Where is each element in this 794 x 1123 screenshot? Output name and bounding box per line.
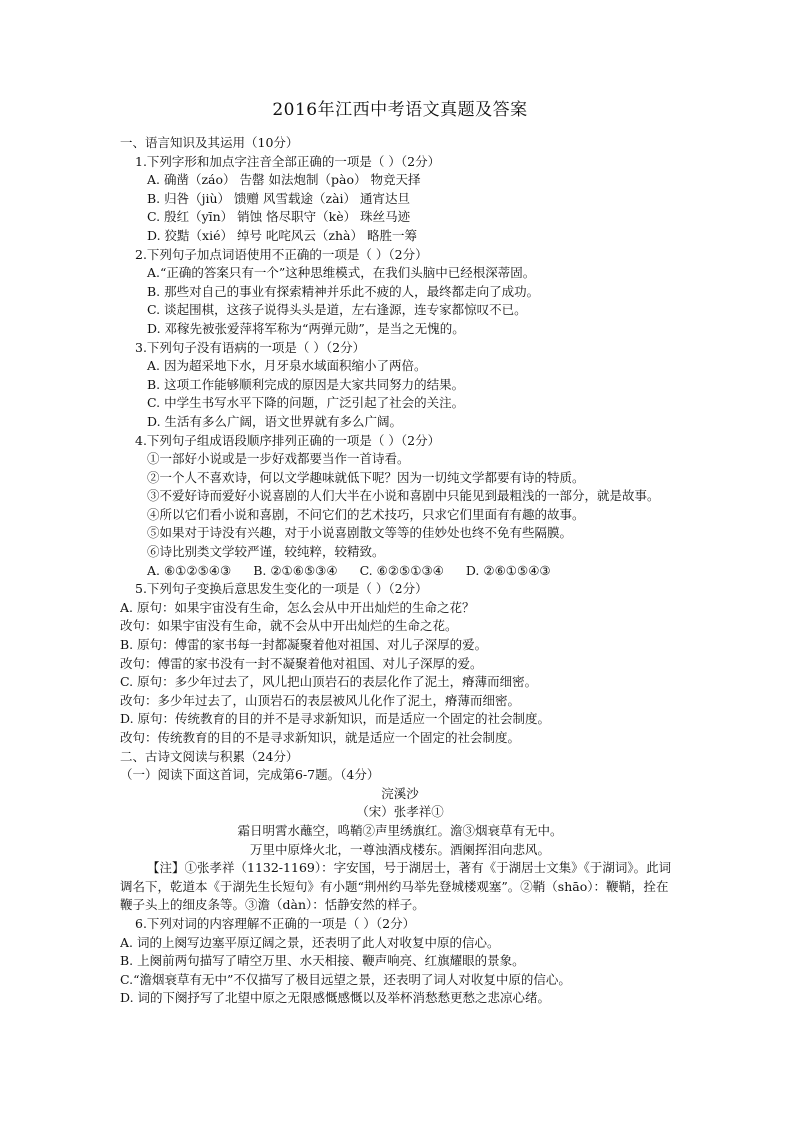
q6-option-b: B. 上阕前两句描写了晴空万里、水天相接、鞭声响亮、红旗耀眼的景象。 bbox=[120, 953, 525, 969]
q3-option-d: D. 生活有多么广阔，语文世界就有多么广阔。 bbox=[147, 413, 403, 429]
q1-option-c: C. 殷红（yīn） 销蚀 恪尽职守（kè） 珠丝马迹 bbox=[147, 209, 411, 225]
q5-a-revised: 改句：如果宇宙没有生命，就不会从中开出灿烂的生命之花。 bbox=[120, 618, 458, 634]
q4-sentence-2: ②一个人不喜欢诗，何以文学趣味就低下呢？因为一切纯文学都要有诗的特质。 bbox=[147, 469, 585, 485]
q3-option-a: A. 因为超采地下水，月牙泉水域面积缩小了两倍。 bbox=[147, 358, 427, 374]
q5-d-revised: 改句：传统教育的目的不是寻求新知识，就是适应一个固定的社会制度。 bbox=[120, 730, 521, 745]
section-heading-1: 一、语言知识及其运用（10分） bbox=[120, 135, 299, 150]
q5-a-original: A. 原句：如果宇宙没有生命，怎么会从中开出灿烂的生命之花？ bbox=[120, 599, 475, 615]
q4-sentence-6: ⑥诗比别类文学较严谨，较纯粹，较精致。 bbox=[147, 544, 385, 560]
page-title: 2016年江西中考语文真题及答案 bbox=[272, 100, 528, 120]
q2-option-d: D. 邓稼先被张爱萍将军称为“两弹元勋”，是当之无愧的。 bbox=[147, 320, 465, 336]
q4-option-b: B. ②①⑥⑤③④ bbox=[253, 562, 338, 578]
poem-annotation: 【注】①张孝祥（1132-1169）：字安国，号于湖居士，著有《于湖居士文集》《于湖词》。此词调名下，乾道本《于湖先生长短句》有小题“荆州约马举先登城楼观塞”。②鞘（shāo）：鞭鞘，拴在鞭子头上的细皮条等。③澹（dàn）：恬静安然的样子。 bbox=[120, 860, 672, 913]
q2-option-b: B. 那些对自己的事业有探索精神并乐此不疲的人，最终都走向了成功。 bbox=[147, 283, 540, 299]
question-3-stem: 3.下列句子没有语病的一项是（ ）（2分） bbox=[135, 339, 366, 355]
q5-c-original: C. 原句：多少年过去了，风儿把山顶岩石的表层化作了泥土，瘠薄而细密。 bbox=[120, 674, 538, 690]
q4-sentence-4: ④所以它们看小说和喜剧，不问它们的艺术技巧，只求它们里面有有趣的故事。 bbox=[147, 506, 585, 522]
poem-line-2: 万里中原烽火北，一尊浊酒戍楼东。酒阑挥泪向悲风。 bbox=[249, 841, 550, 857]
q6-option-d: D. 词的下阕抒写了北望中原之无限感慨感慨以及举杯消愁愁更愁之悲凉心绪。 bbox=[120, 990, 551, 1006]
question-5-stem: 5.下列句子变换后意思发生变化的一项是（ ）（2分） bbox=[135, 581, 428, 597]
q4-option-a: A. ⑥①②⑤④③ bbox=[147, 562, 232, 578]
question-1-stem: 1.下列字形和加点字注音全部正确的一项是（ ）（2分） bbox=[135, 153, 441, 169]
question-4-stem: 4.下列句子组成语段顺序排列正确的一项是（ ）（2分） bbox=[135, 432, 441, 448]
q2-option-a: A.“正确的答案只有一个”这种思维模式，在我们头脑中已经根深蒂固。 bbox=[147, 265, 536, 281]
question-2-stem: 2.下列句子加点词语使用不正确的一项是（ ）（2分） bbox=[135, 246, 428, 262]
q4-sentence-1: ①一部好小说或是一步好戏都要当作一首诗看。 bbox=[147, 451, 410, 467]
q5-c-revised: 改句：多少年过去了，山顶岩石的表层被风儿化作了泥土，瘠薄而细密。 bbox=[120, 692, 521, 708]
section-heading-2: 二、古诗文阅读与积累（24分） bbox=[120, 748, 299, 764]
q5-b-revised: 改句：傅雷的家书没有一封不凝聚着他对祖国、对儿子深厚的爱。 bbox=[120, 655, 483, 671]
q4-option-d: D. ②⑥①⑤④③ bbox=[465, 562, 551, 578]
poem-line-1: 霜日明霄水蘸空，鸣鞘②声里绣旗红。澹③烟衰草有无中。 bbox=[237, 822, 563, 838]
q4-option-c: C. ⑥②⑤①③④ bbox=[359, 562, 444, 578]
q1-option-d: D. 狡黠（xié） 绰号 叱咤风云（zhà） 略胜一筹 bbox=[147, 227, 417, 243]
q3-option-b: B. 这项工作能够顺利完成的原因是大家共同努力的结果。 bbox=[147, 376, 465, 392]
poem-author: （宋）张孝祥① bbox=[356, 804, 444, 820]
q6-option-a: A. 词的上阕写边塞平原辽阔之景，还表明了此人对收复中原的信心。 bbox=[120, 934, 500, 950]
q1-option-a: A. 确凿（záo） 告罄 如法炮制（pào） 物竞天择 bbox=[147, 172, 421, 188]
q3-option-c: C. 中学生书写水平下降的问题，广泛引起了社会的关注。 bbox=[147, 395, 465, 411]
poem-title: 浣溪沙 bbox=[381, 785, 419, 801]
question-6-stem: 6.下列对词的内容理解不正确的一项是（ ）（2分） bbox=[135, 915, 416, 931]
q5-b-original: B. 原句：傅雷的家书每一封都凝聚着他对祖国、对儿子深厚的爱。 bbox=[120, 637, 488, 653]
q5-d-original: D. 原句：传统教育的目的并不是寻求新知识，而是适应一个固定的社会制度。 bbox=[120, 711, 551, 727]
document-page bbox=[120, 98, 680, 1008]
q6-option-c: C.“澹烟衰草有无中”不仅描写了极目远望之景，还表明了词人对收复中原的信心。 bbox=[120, 971, 571, 987]
q4-sentence-5: ⑤如果对于诗没有兴趣，对于小说喜剧散文等等的佳妙处也终不免有些隔膜。 bbox=[147, 525, 573, 541]
q2-option-c: C. 谈起围棋，这孩子说得头头是道，左右逢源，连专家都惊叹不已。 bbox=[147, 302, 527, 318]
q1-option-b: B. 归咎（jiù） 馈赠 风雪载途（zài） 通宵达旦 bbox=[147, 190, 411, 206]
q4-sentence-3: ③不爱好诗而爱好小说喜剧的人们大半在小说和喜剧中只能见到最粗浅的一部分，就是故事。 bbox=[147, 488, 660, 504]
q4-options bbox=[120, 562, 680, 581]
part-1-instruction: （一）阅读下面这首词，完成第6-7题。（4分） bbox=[120, 767, 380, 783]
